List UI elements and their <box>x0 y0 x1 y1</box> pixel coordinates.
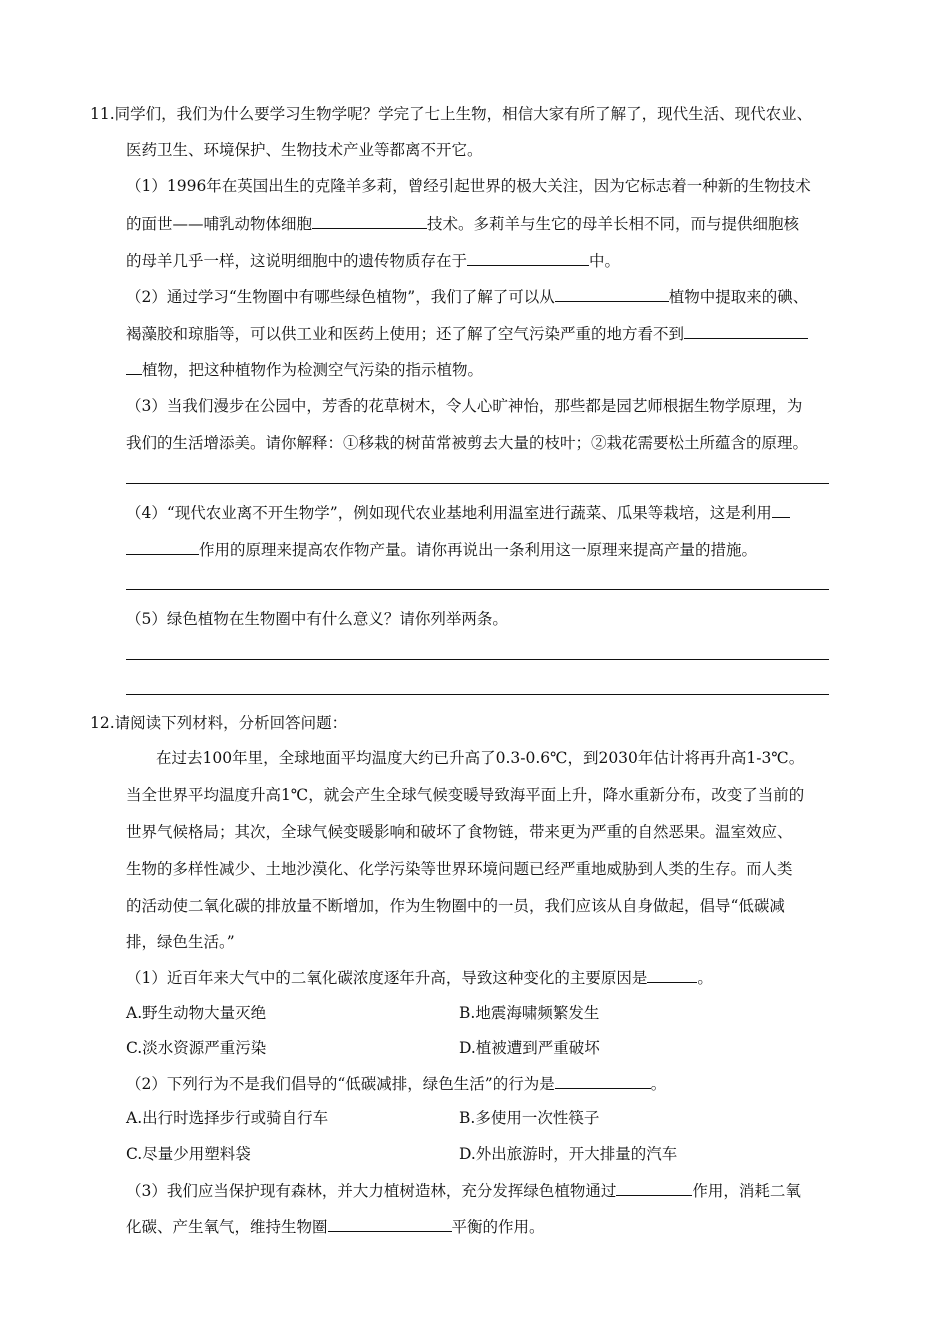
q11-part1-line3 <box>126 250 620 271</box>
q11-part2-line1 <box>126 286 808 307</box>
q12-part3-text-b: 作用，消耗二氧 <box>692 1182 801 1200</box>
q12-part1-option-c[interactable]: C.淡水资源严重污染 <box>126 1039 267 1057</box>
q11-part4-line1 <box>126 502 790 523</box>
answer-blank[interactable] <box>772 502 790 518</box>
answer-line[interactable] <box>126 483 829 484</box>
answer-line[interactable] <box>126 694 829 695</box>
q12-part2-option-b[interactable]: B.多使用一次性筷子 <box>459 1109 600 1127</box>
q12-material-line5: 的活动使二氧化碳的排放量不断增加，作为生物圈中的一员，我们应该从自身做起，倡导“低碳减 <box>126 897 785 915</box>
q12-material-line4: 生物的多样性减少、土地沙漠化、化学污染等世界环境问题已经严重地威胁到人类的生存。而人类 <box>126 860 793 878</box>
q11-part1-text-c: 的母羊几乎一样，这说明细胞中的遗传物质存在于 <box>126 252 468 270</box>
answer-blank[interactable] <box>647 967 697 983</box>
answer-blank[interactable] <box>126 539 199 555</box>
q12-title: 12.请阅读下列材料，分析回答问题： <box>90 714 348 732</box>
q11-part4-text-a: （4）“现代农业离不开生物学”，例如现代农业基地利用温室进行蔬菜、瓜果等栽培，这是利用 <box>126 504 772 522</box>
answer-blank[interactable] <box>312 213 427 229</box>
q12-material-line6: 排，绿色生活。” <box>126 933 235 951</box>
answer-blank[interactable] <box>616 1180 692 1196</box>
q11-part2-text-a: （2）通过学习“生物圈中有哪些绿色植物”，我们了解了可以从 <box>126 288 555 306</box>
q12-part2-option-a[interactable]: A.出行时选择步行或骑自行车 <box>126 1109 329 1127</box>
q12-part1-stem-end: 。 <box>697 969 713 987</box>
answer-blank[interactable] <box>555 286 669 302</box>
q11-part2-text-d: 植物，把这种植物作为检测空气污染的指示植物。 <box>142 361 484 379</box>
q12-part1-option-a[interactable]: A.野生动物大量灭绝 <box>126 1004 267 1022</box>
q12-part2-stem-text: （2）下列行为不是我们倡导的“低碳减排，绿色生活”的行为是 <box>126 1075 555 1093</box>
q12-part3-line2 <box>126 1216 545 1237</box>
q11-stem-line1: 11.同学们，我们为什么要学习生物学呢？学完了七上生物，相信大家有所了解了，现代生活、现代农业、 <box>90 105 813 123</box>
answer-blank[interactable] <box>467 250 589 266</box>
q12-part3-text-d: 平衡的作用。 <box>451 1218 545 1236</box>
q12-material-line3: 世界气候格局；其次，全球气候变暖影响和破坏了食物链，带来更为严重的自然恶果。温室效应、 <box>126 823 793 841</box>
q12-material-line2: 当全世界平均温度升高1℃，就会产生全球气候变暖导致海平面上升，降水重新分布，改变了当前的 <box>126 786 805 804</box>
q12-part1-stem-text: （1）近百年来大气中的二氧化碳浓度逐年升高，导致这种变化的主要原因是 <box>126 969 648 987</box>
q11-part4-text-b: 作用的原理来提高农作物产量。请你再说出一条利用这一原理来提高产量的措施。 <box>199 541 758 559</box>
q11-stem-line2: 医药卫生、环境保护、生物技术产业等都离不开它。 <box>126 141 483 159</box>
q11-part3-line2: 我们的生活增添美。请你解释：①移栽的树苗常被剪去大量的枝叶；②栽花需要松土所蕴含的原理。 <box>126 434 809 452</box>
answer-blank[interactable] <box>555 1073 651 1089</box>
q11-part1-text-a: 的面世——哺乳动物体细胞 <box>126 215 313 233</box>
q12-part2-stem <box>126 1073 666 1094</box>
q11-part2-line3 <box>126 359 483 380</box>
q12-part3-line1 <box>126 1180 801 1201</box>
q11-part3-line1: （3）当我们漫步在公园中，芳香的花草树木，令人心旷神怡，那些都是园艺师根据生物学原理，为 <box>126 397 803 415</box>
q11-part1-text-b: 技术。多莉羊与生它的母羊长相不同，而与提供细胞核 <box>427 215 800 233</box>
answer-line[interactable] <box>126 589 829 590</box>
answer-blank[interactable] <box>684 323 808 339</box>
answer-line[interactable] <box>126 659 829 660</box>
q12-part3-text-c: 化碳、产生氧气，维持生物圈 <box>126 1218 328 1236</box>
q11-part2-line2 <box>126 323 808 344</box>
answer-blank[interactable] <box>328 1216 452 1232</box>
answer-blank[interactable] <box>126 359 142 375</box>
q12-part2-option-c[interactable]: C.尽量少用塑料袋 <box>126 1145 251 1163</box>
q11-part1-line1: （1）1996年在英国出生的克隆羊多莉，曾经引起世界的极大关注，因为它标志着一种新的生物技术 <box>126 177 811 195</box>
q12-part2-option-d[interactable]: D.外出旅游时，开大排量的汽车 <box>459 1145 678 1163</box>
q12-part1-stem <box>126 967 713 988</box>
q11-part1-line2 <box>126 213 799 234</box>
q12-part1-option-d[interactable]: D.植被遭到严重破坏 <box>459 1039 600 1057</box>
q11-part1-text-d: 中。 <box>589 252 621 270</box>
q11-part4-line2 <box>126 539 757 560</box>
q12-material-line1: 在过去100年里，全球地面平均温度大约已升高了0.3-0.6℃，到2030年估计将再升高1-3℃。 <box>156 749 805 767</box>
q11-part5-line1: （5）绿色植物在生物圈中有什么意义？请你列举两条。 <box>126 610 508 628</box>
q12-part3-text-a: （3）我们应当保护现有森林，并大力植树造林，充分发挥绿色植物通过 <box>126 1182 617 1200</box>
q12-part1-option-b[interactable]: B.地震海啸频繁发生 <box>459 1004 600 1022</box>
q11-part2-text-b: 植物中提取来的碘、 <box>668 288 809 306</box>
q12-part2-stem-end: 。 <box>650 1075 667 1093</box>
q11-part2-text-c: 褐藻胶和琼脂等，可以供工业和医药上使用；还了解了空气污染严重的地方看不到 <box>126 325 685 343</box>
